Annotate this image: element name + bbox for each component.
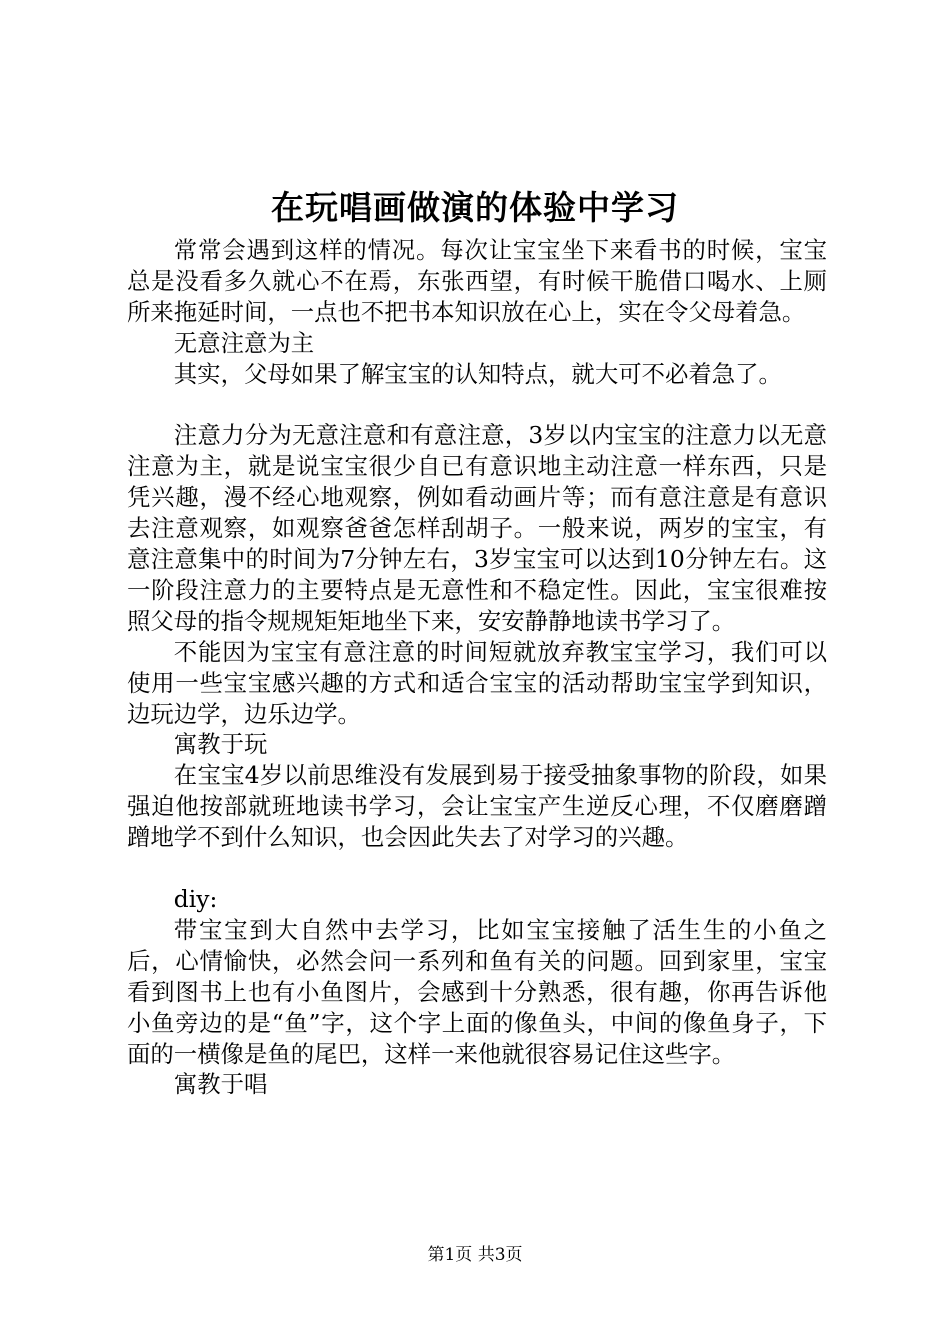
paragraph: 不能因为宝宝有意注意的时间短就放弃教宝宝学习，我们可以使用一些宝宝感兴趣的方式和适合宝宝的活动帮助宝宝学到知识，边玩边学，边乐边学。 bbox=[127, 637, 827, 728]
paragraph: 在宝宝4岁以前思维没有发展到易于接受抽象事物的阶段，如果强迫他按部就班地读书学习，会让宝宝产生逆反心理，不仅磨磨蹭蹭地学不到什么知识，也会因此失去了对学习的兴趣。 bbox=[127, 761, 827, 852]
paragraph: 注意力分为无意注意和有意注意，3岁以内宝宝的注意力以无意注意为主，就是说宝宝很少自已有意识地主动注意一样东西，只是凭兴趣，漫不经心地观察，例如看动画片等；而有意注意是有意识去注意观察，如观察爸爸怎样刮胡子。一般来说，两岁的宝宝，有意注意集中的时间为7分钟左右，3岁宝宝可以达到10分钟左右。这一阶段注意力的主要特点是无意性和不稳定性。因此，宝宝很难按照父母的指令规规矩矩地坐下来，安安静静地读书学习了。 bbox=[127, 421, 827, 635]
document-body bbox=[127, 235, 827, 1100]
paragraph: 带宝宝到大自然中去学习，比如宝宝接触了活生生的小鱼之后，心情愉快，必然会问一系列和鱼有关的问题。回到家里，宝宝看到图书上也有小鱼图片，会感到十分熟悉，很有趣，你再告诉他小鱼旁边的是“鱼”字，这个字上面的像鱼头，中间的像鱼身子，下面的一横像是鱼的尾巴，这样一来他就很容易记住这些字。 bbox=[127, 915, 827, 1068]
blank-line bbox=[127, 853, 827, 884]
section-heading: 寓教于唱 bbox=[173, 1070, 268, 1099]
paragraph: 常常会遇到这样的情况。每次让宝宝坐下来看书的时候，宝宝总是没看多久就心不在焉，东张西望，有时候干脆借口喝水、上厕所来拖延时间，一点也不把书本知识放在心上，实在令父母着急。 bbox=[127, 236, 827, 326]
diy-label: diy: bbox=[173, 885, 218, 913]
paragraph: 其实，父母如果了解宝宝的认知特点，就大可不必着急了。 bbox=[173, 359, 782, 388]
document-title: 在玩唱画做演的体验中学习 bbox=[271, 188, 679, 227]
blank-line bbox=[127, 390, 827, 421]
page-footer: 第1页 共3页 bbox=[427, 1245, 523, 1265]
section-heading: 无意注意为主 bbox=[173, 328, 315, 357]
section-heading: 寓教于玩 bbox=[173, 730, 268, 759]
